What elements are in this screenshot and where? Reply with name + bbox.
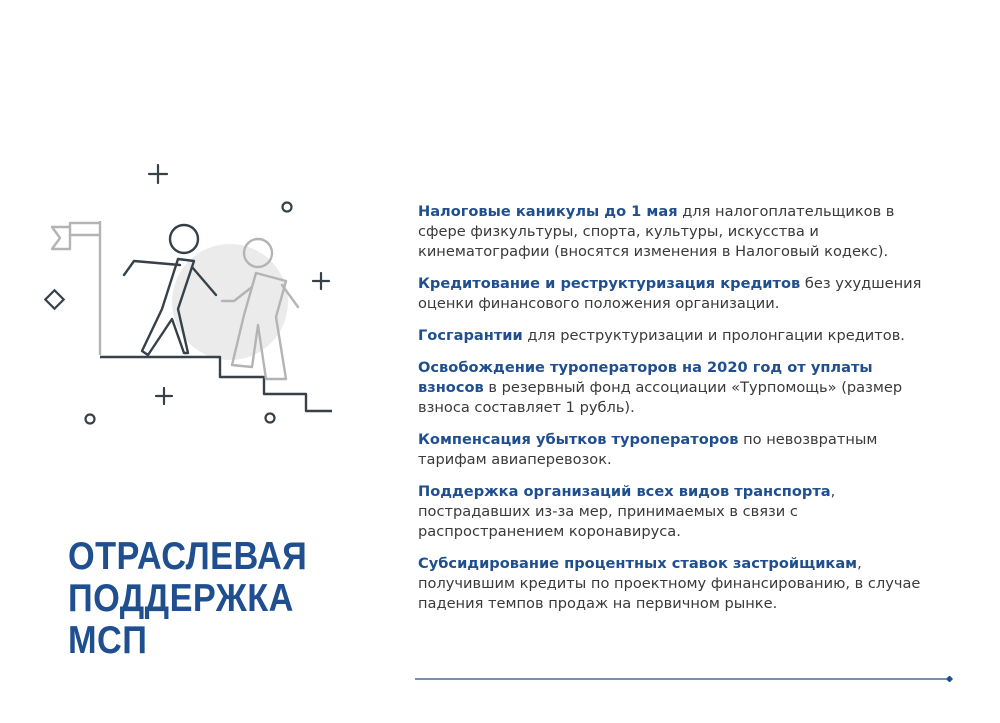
- diamond-icon: [45, 290, 63, 308]
- flag-icon: [52, 221, 100, 355]
- stairs-icon: [100, 357, 332, 411]
- measure-item: [418, 274, 938, 314]
- measure-description: , получившим кредиты по проектному финансированию, в случае падения темпов продаж на первичном рынке.: [418, 555, 921, 612]
- measure-description: для налогоплательщиков в сфере физкультуры, спорта, культуры, искусства и кинематографии (вносятся изменения в Налоговый кодекс).: [418, 203, 895, 260]
- measure-item: [418, 358, 938, 418]
- page-title-line: ОТРАСЛЕВАЯ: [68, 535, 308, 578]
- measure-title: Поддержка организаций всех видов транспорта: [418, 483, 831, 500]
- plus-icon: [313, 273, 329, 289]
- plus-icon: [149, 165, 167, 183]
- measure-title: Освобождение туроператоров на 2020 год от уплаты взносов: [418, 359, 873, 396]
- measure-item: [418, 554, 938, 614]
- measure-title: Налоговые каникулы до 1 мая: [418, 203, 678, 220]
- measure-description: в резервный фонд ассоциации «Турпомощь» (размер взноса составляет 1 рубль).: [418, 379, 903, 416]
- measure-title: Субсидирование процентных ставок застройщикам: [418, 555, 858, 572]
- support-illustration: [30, 155, 350, 440]
- circle-icon: [283, 203, 292, 212]
- diamond-icon: [946, 676, 953, 682]
- measure-description: по невозвратным тарифам авиаперевозок.: [418, 431, 878, 468]
- measure-description: для реструктуризации и пролонгации кредитов.: [522, 327, 905, 344]
- measure-item: [418, 430, 938, 470]
- measure-item: [418, 326, 938, 346]
- measure-title: Компенсация убытков туроператоров: [418, 431, 739, 448]
- measure-description: , пострадавших из-за мер, принимаемых в связи с распространением коронавируса.: [418, 483, 836, 540]
- page-title-line: ПОДДЕРЖКА: [68, 577, 294, 620]
- measure-title: Госгарантии: [418, 327, 523, 344]
- footer-divider: [415, 676, 955, 682]
- page-title-line: МСП: [68, 619, 148, 662]
- measure-item: [418, 482, 938, 542]
- circle-icon: [266, 414, 275, 423]
- support-measures-list: [418, 202, 938, 626]
- measure-description: без ухудшения оценки финансового положения организации.: [418, 275, 922, 312]
- page-title: [68, 536, 307, 662]
- measure-title: Кредитование и реструктуризация кредитов: [418, 275, 801, 292]
- circle-icon: [86, 415, 95, 424]
- measure-item: [418, 202, 938, 262]
- plus-icon: [156, 388, 172, 404]
